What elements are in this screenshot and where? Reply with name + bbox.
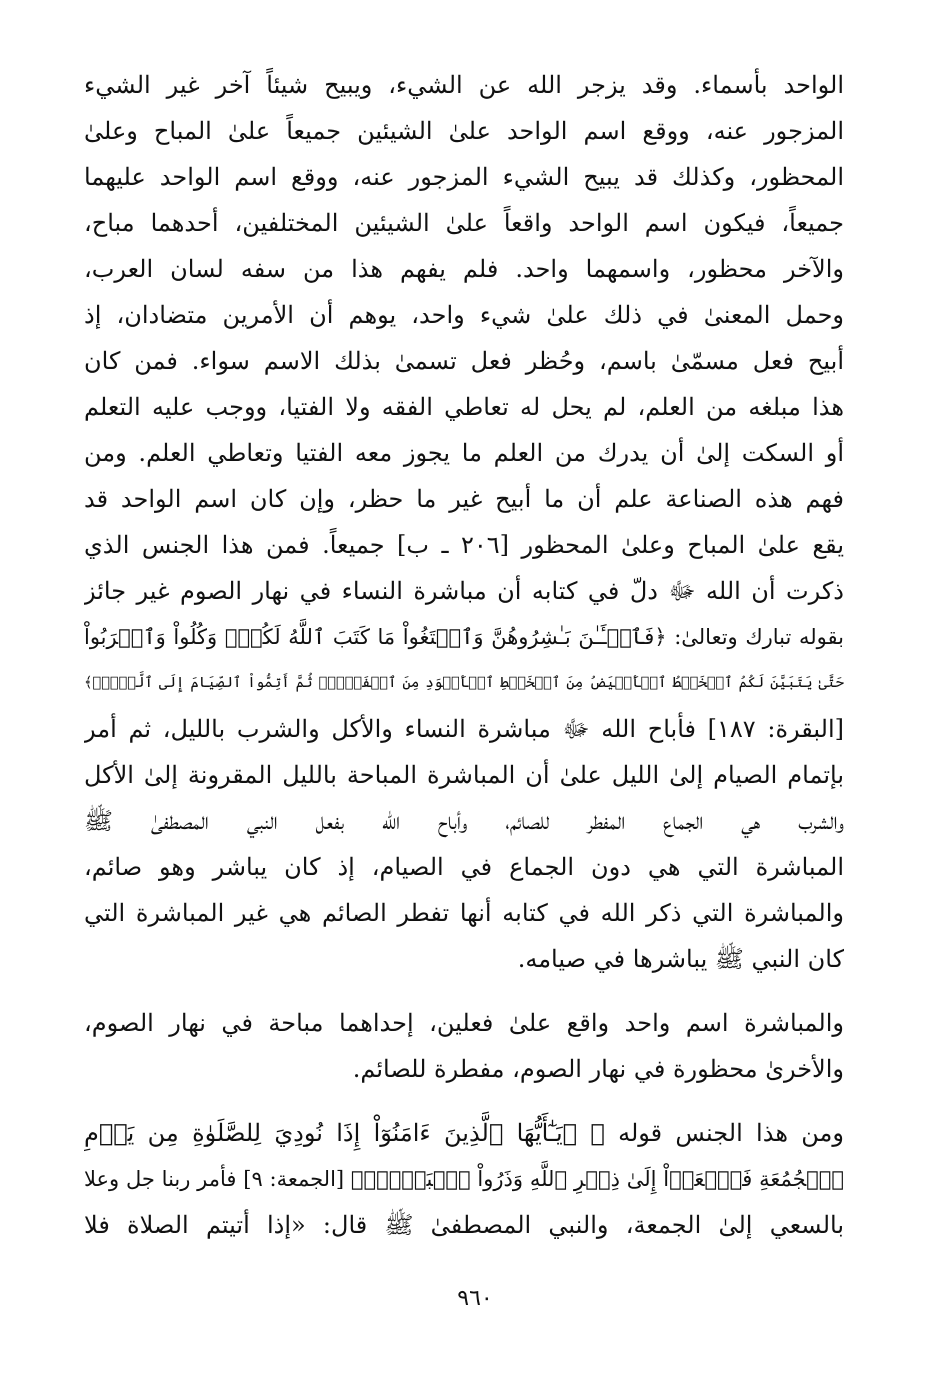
text-line: ذكرت أن الله ﷻ دلّ في كتابه أن مباشرة النساء في نهار الصوم غير جائز — [84, 577, 844, 605]
text-line: والآخر محظور، واسمهما واحد. فلم يفهم هذا من سفه لسان العرب، — [84, 255, 844, 283]
paragraph — [84, 62, 844, 982]
paragraph-spacer — [84, 982, 844, 1000]
text-line: يقع علىٰ المباح وعلىٰ المحظور [٢٠٦ ـ ب] جميعاً. فمن هذا الجنس الذي — [84, 531, 844, 559]
quran-verse-line: ٱلۡجُمُعَةِ فَٱسۡعَوۡاْ إِلَىٰ ذِكۡرِ ٱللَّهِ وَذَرُواْ ٱلۡبَيۡعَۚ﴾ [الجمعة: ٩] فأمر ربنا جل وعلا — [84, 1167, 844, 1191]
text-line: والمباشرة التي ذكر الله في كتابه أنها تفطر الصائم هي غير المباشرة التي — [84, 899, 844, 927]
paragraph — [84, 1110, 844, 1248]
text-line: والشرب هي الجماع المفطر للصائم، وأباح الله بفعل النبي المصطفىٰ ﷺ — [84, 807, 844, 835]
text-line: [البقرة: ١٨٧] فأباح الله ﷻ مباشرة النساء والأكل والشرب بالليل، ثم أمر — [84, 715, 844, 743]
text-line: المحظور، وكذلك قد يبيح الشيء المزجور عنه، ووقع اسم الواحد عليهما — [84, 163, 844, 191]
text-line: والأخرىٰ محظورة في نهار الصوم، مفطرة للصائم. — [352, 1055, 844, 1083]
text-line: كان النبي ﷺ يباشرها في صيامه. — [517, 945, 844, 973]
text-line: بإتمام الصيام إلىٰ الليل علىٰ أن المباشرة المباحة بالليل المقرونة إلىٰ الأكل — [84, 761, 844, 789]
text-line: المباشرة التي هي دون الجماع في الصيام، إذ كان يباشر وهو صائم، — [84, 853, 844, 881]
text-line: هذا مبلغه من العلم، لم يحل له تعاطي الفقه ولا الفتيا، ووجب عليه التعلم — [84, 393, 844, 421]
text-line: والمباشرة اسم واحد واقع علىٰ فعلين، إحداهما مباحة في نهار الصوم، — [84, 1009, 844, 1037]
page-number: ٩٦٠ — [457, 1286, 493, 1311]
text-line: جميعاً، فيكون اسم الواحد واقعاً علىٰ الشيئين المختلفين، أحدهما مباح، — [84, 209, 844, 237]
text-line: أبيح فعل مسمّىٰ باسم، وحُظر فعل تسمىٰ بذلك الاسم سواء. فمن كان — [84, 347, 844, 375]
text-line: الواحد بأسماء. وقد يزجر الله عن الشيء، ويبيح شيئاً آخر غير الشيء — [84, 71, 844, 99]
paragraph-spacer — [84, 1092, 844, 1110]
text-line: فهم هذه الصناعة علم أن ما أبيح غير ما حظر، وإن كان اسم الواحد قد — [84, 485, 844, 513]
text-line: بالسعي إلىٰ الجمعة، والنبي المصطفىٰ ﷺ قال: «إذا أتيتم الصلاة فلا — [84, 1211, 844, 1239]
page-body — [84, 62, 844, 1248]
quran-verse-line: بقوله تبارك وتعالىٰ: ﴿فَٱلۡـَٔـٰنَ بَـٰشِرُوهُنَّ وَٱبۡتَغُواْ مَا كَتَبَ ٱللَّهُ لَكُمۡۚ وَكُلُواْ وَٱشۡرَبُواْ — [84, 625, 844, 649]
text-line: وحمل المعنىٰ في ذلك علىٰ شيء واحد، يوهم أن الأمرين متضادان، إذ — [84, 301, 844, 329]
text-line: أو السكت إلىٰ أن يدرك من العلم ما يجوز معه الفتيا وتعاطي العلم. ومن — [84, 439, 844, 467]
text-line: المزجور عنه، ووقع اسم الواحد علىٰ الشيئين جميعاً علىٰ المباح وعلىٰ — [84, 117, 844, 145]
quran-verse-line: حَتَّىٰ يَتَبَيَّنَ لَكُمُ ٱلۡخَيۡطُ ٱلۡأَبۡيَضُ مِنَ ٱلۡخَيۡطِ ٱلۡأَسۡوَدِ مِنَ ٱلۡفَجۡرِۖ ثُمَّ أَتِمُّواْ ٱلصِّيَامَ إِلَى ٱلَّيۡلِۚ﴾ — [84, 675, 844, 691]
quran-verse-line: ومن هذا الجنس قوله ﷻ ﴿يَـٰٓأَيُّهَا ٱلَّذِينَ ءَامَنُوٓاْ إِذَا نُودِيَ لِلصَّلَوٰةِ مِن يَوۡمِ — [84, 1119, 844, 1147]
paragraph — [84, 1000, 844, 1092]
